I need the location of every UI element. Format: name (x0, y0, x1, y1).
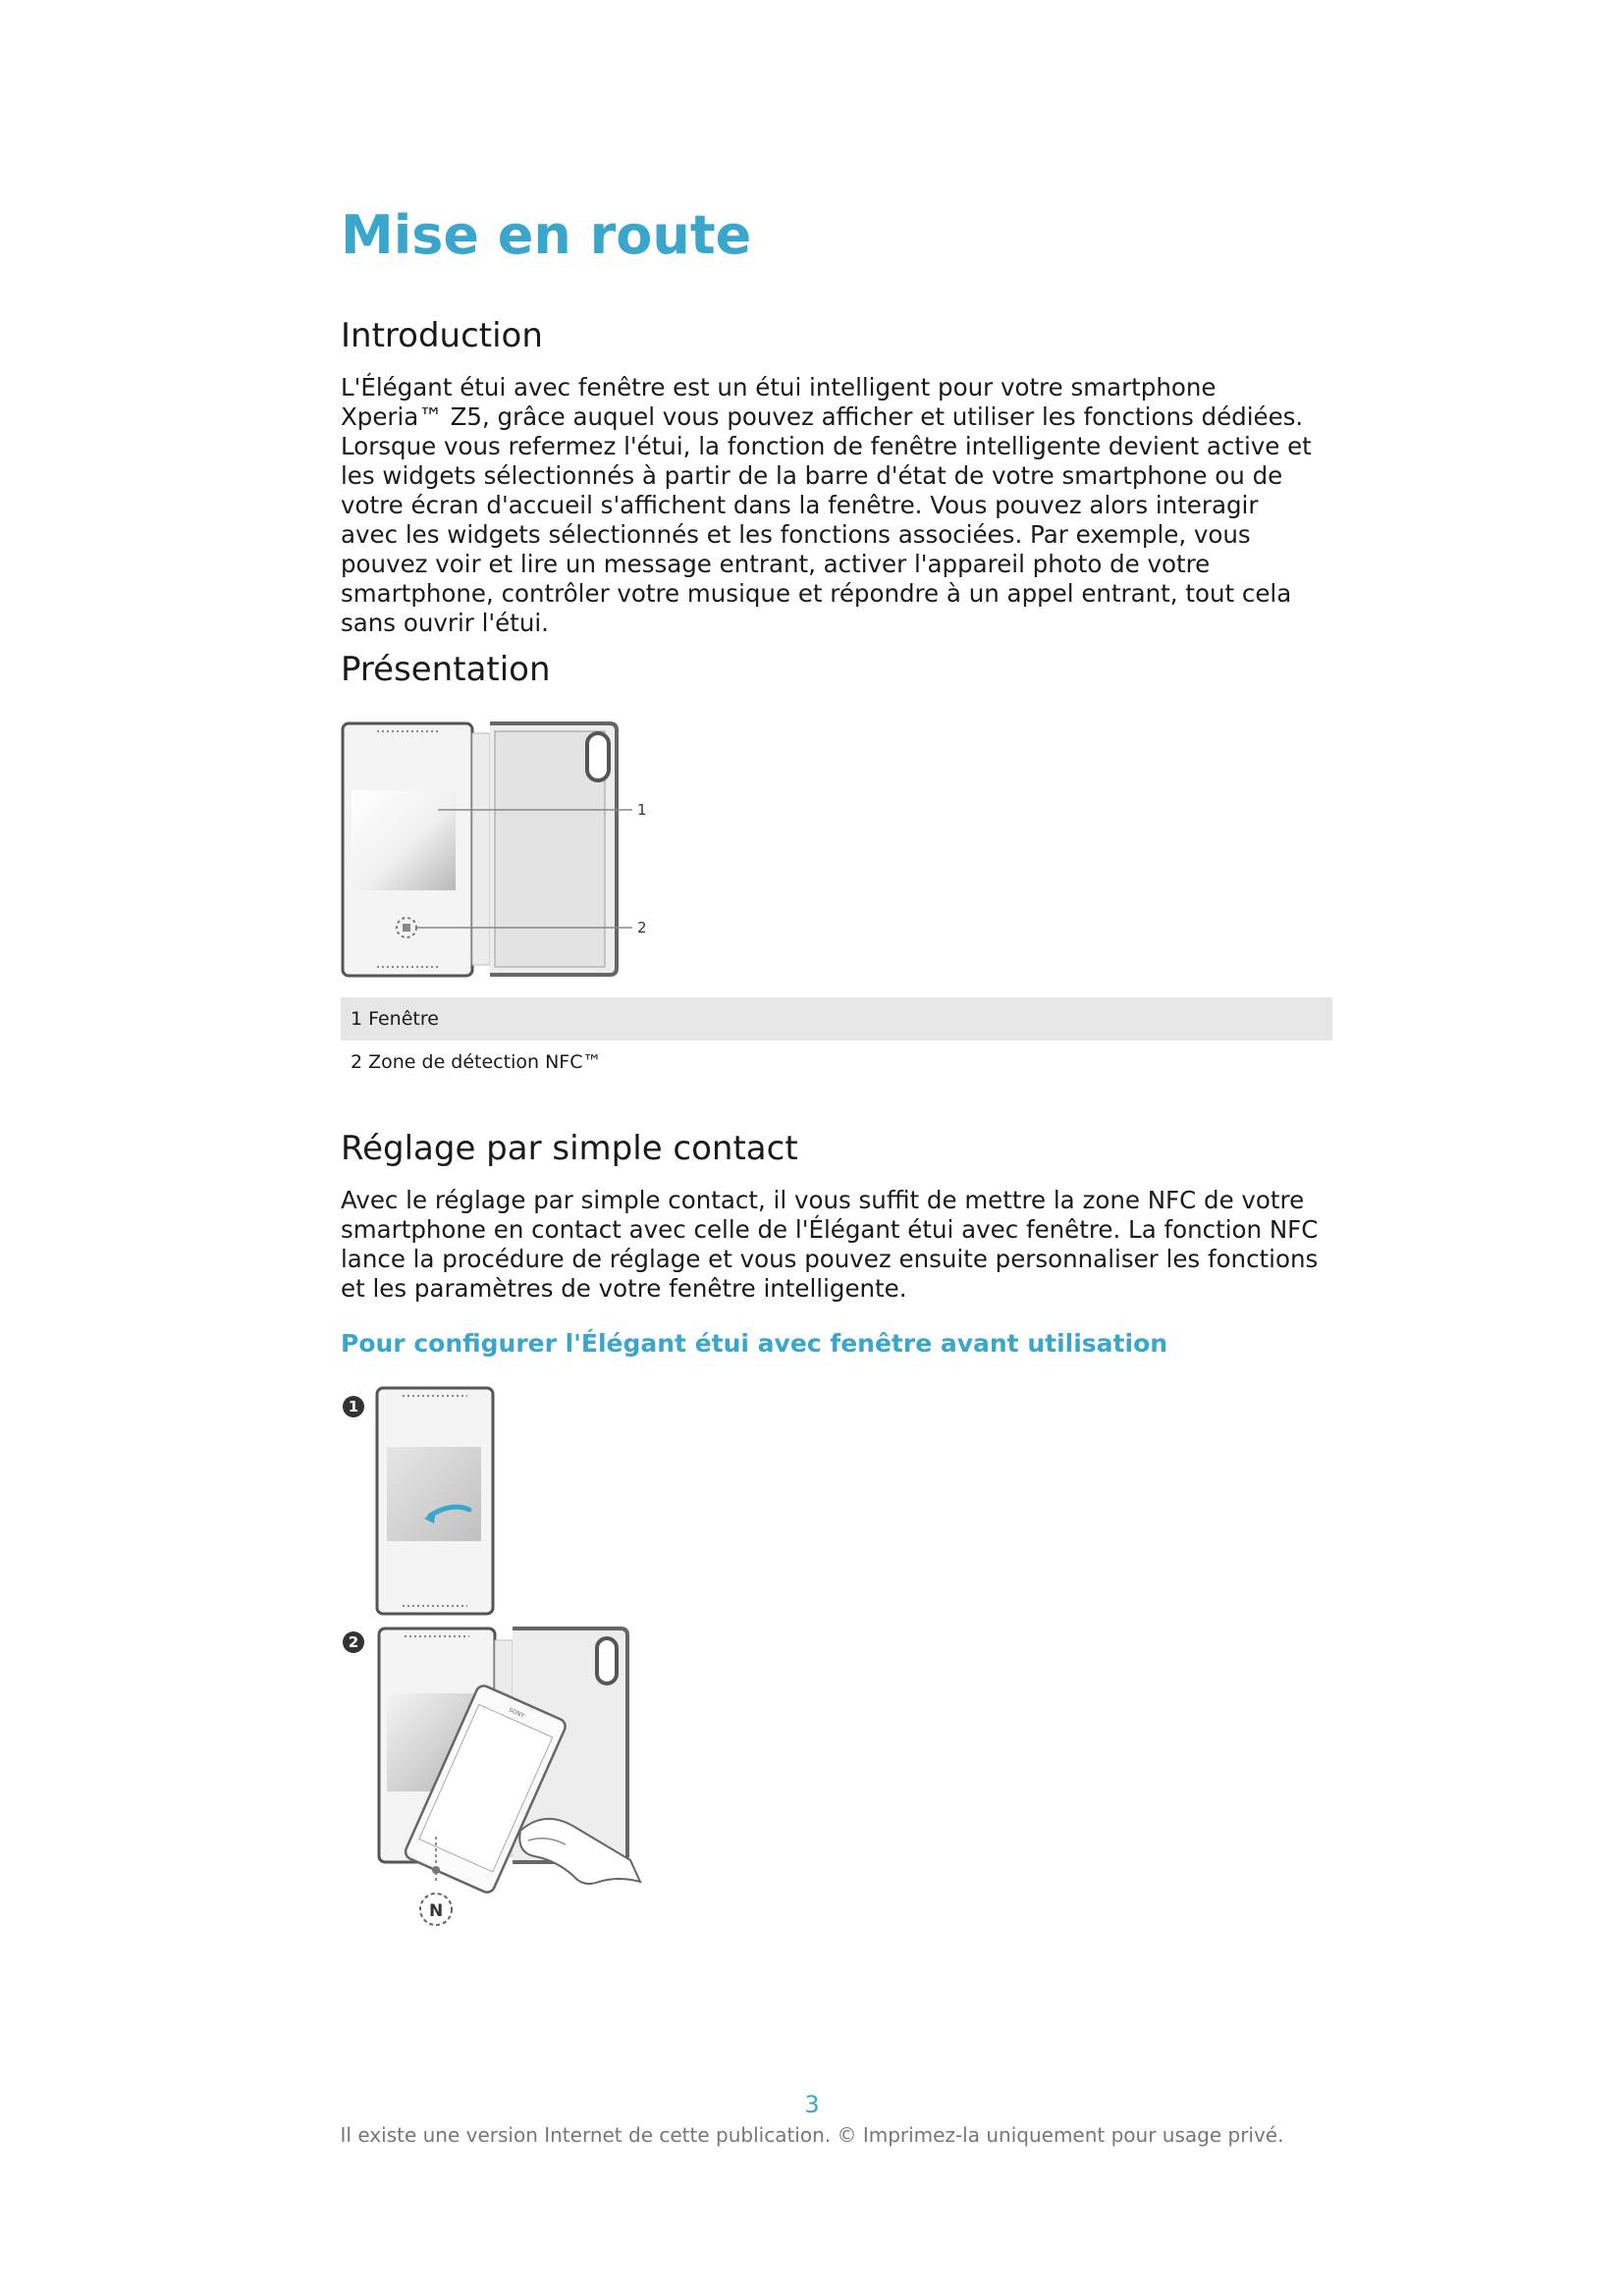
svg-text:N: N (429, 1901, 444, 1921)
reglage-heading: Réglage par simple contact (341, 1129, 798, 1168)
presentation-heading: Présentation (341, 650, 551, 689)
step-1-badge: 1 (343, 1396, 364, 1417)
callout-2: 2 (637, 919, 647, 936)
legend-label: Zone de détection NFC™ (368, 1051, 602, 1073)
camera-opening (587, 733, 609, 780)
step-2-illustration (373, 1625, 658, 1939)
step-1-illustration (373, 1384, 501, 1620)
legend-number: 2 (351, 1051, 363, 1073)
procedure-title: Pour configurer l'Élégant étui avec fenêtre avant utilisation (341, 1329, 1168, 1358)
chapter-title: Mise en route (341, 204, 752, 266)
page-footer: Il existe une version Internet de cette publication. © Imprimez-la uniquement pour usage privé. (340, 2123, 1284, 2147)
legend-row (341, 997, 1332, 1041)
reglage-paragraph: Avec le réglage par simple contact, il vous suffit de mettre la zone NFC de votre smartphone en contact avec celle de l'Élégant étui avec fenêtre. La fonction NFC lance la procédure de réglage et vous pouvez ensuite personnaliser les fonctions et les paramètres de votre fenêtre intelligente. (341, 1186, 1319, 1303)
step-2-badge: 2 (343, 1631, 364, 1653)
introduction-paragraph: L'Élégant étui avec fenêtre est un étui intelligent pour votre smartphone Xperia™ Z5, grâce auquel vous pouvez afficher et utiliser les fonctions dédiées. Lorsque vous refermez l'étui, la fonction de fenêtre intelligente devient active et les widgets sélectionnés à partir de la barre d'état de votre smartphone ou de votre écran d'accueil s'affichent dans la fenêtre. Vous pouvez alors interagir avec les widgets sélectionnés et les fonctions associées. Par exemple, vous pouvez voir et lire un message entrant, activer l'appareil photo de votre smartphone, contrôler votre musique et répondre à un appel entrant, tout cela sans ouvrir l'étui. (341, 373, 1312, 637)
window-area (352, 790, 456, 890)
legend-number: 1 (351, 1008, 363, 1030)
page-number: 3 (804, 2091, 820, 2118)
callout-1: 1 (637, 801, 647, 819)
legend-row (341, 1041, 1332, 1084)
case-overview-illustration (340, 720, 664, 983)
legend-label: Fenêtre (368, 1008, 439, 1030)
figure-legend (341, 997, 1332, 1084)
introduction-heading: Introduction (341, 316, 543, 355)
svg-text:SONY: SONY (507, 1706, 525, 1720)
